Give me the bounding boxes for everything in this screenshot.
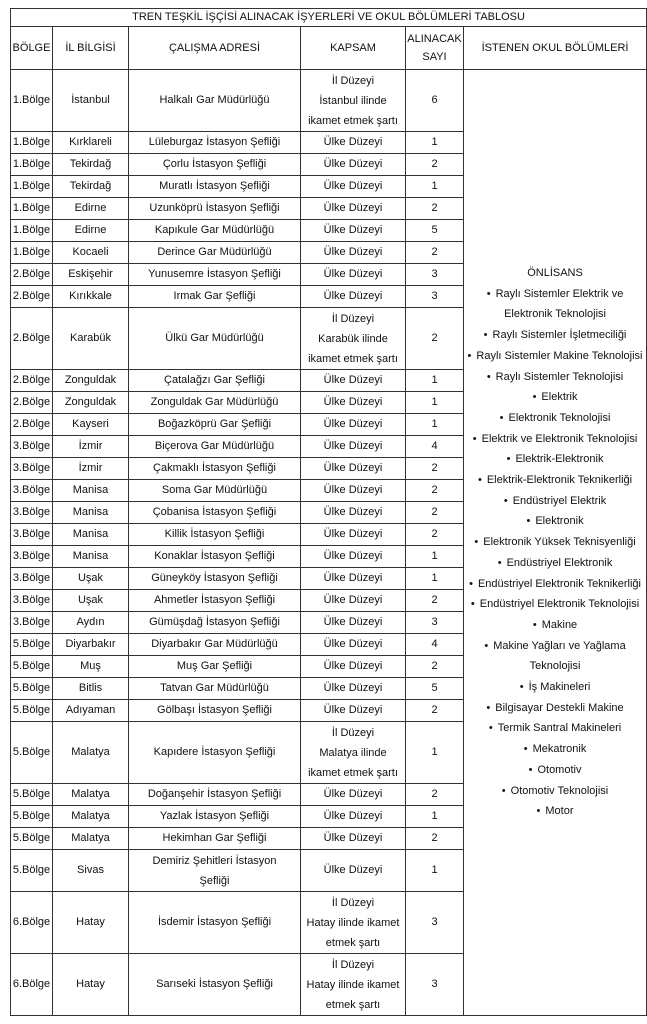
province-cell: Kırıkkale [53, 286, 129, 308]
address-cell-line: Tatvan Gar Müdürlüğü [160, 682, 269, 694]
scope-cell-line: Hatay ilinde ikamet [306, 978, 400, 991]
province-cell: İzmir [53, 458, 129, 480]
header-province: İL BİLGİSİ [53, 27, 129, 70]
address-cell [129, 154, 301, 176]
address-cell [129, 828, 301, 850]
region-cell: 5.Bölge [11, 656, 53, 678]
address-cell-line: Derince Gar Müdürlüğü [157, 246, 272, 258]
count-cell: 2 [406, 458, 464, 480]
scope-cell [301, 828, 406, 850]
region-cell: 2.Bölge [11, 392, 53, 414]
region-cell: 3.Bölge [11, 480, 53, 502]
scope-cell [301, 850, 406, 892]
schools-list [465, 284, 645, 822]
region-cell: 5.Bölge [11, 784, 53, 806]
scope-cell [301, 634, 406, 656]
scope-cell-line: Ülke Düzeyi [323, 616, 383, 628]
school-item: • Elektronik Teknolojisi [465, 408, 645, 429]
scope-cell-line: Ülke Düzeyi [323, 158, 383, 170]
address-cell [129, 70, 301, 132]
address-cell [129, 458, 301, 480]
region-cell: 3.Bölge [11, 612, 53, 634]
count-cell: 2 [406, 502, 464, 524]
region-cell: 5.Bölge [11, 828, 53, 850]
scope-cell-line: Ülke Düzeyi [323, 180, 383, 192]
address-cell [129, 850, 301, 892]
count-cell: 2 [406, 590, 464, 612]
address-cell-line: Soma Gar Müdürlüğü [161, 484, 268, 496]
school-item: • Motor [465, 801, 645, 822]
province-cell: Tekirdağ [53, 154, 129, 176]
address-cell-line: Kapıkule Gar Müdürlüğü [154, 224, 275, 236]
scope-cell-line: Hatay ilinde ikamet [306, 916, 400, 929]
scope-cell-line: Ülke Düzeyi [323, 864, 383, 876]
count-cell: 5 [406, 678, 464, 700]
count-cell: 2 [406, 154, 464, 176]
scope-cell-line: İstanbul ilinde [319, 94, 387, 107]
address-cell-line: Sarıseki İstasyon Şefliği [156, 978, 273, 990]
address-cell [129, 806, 301, 828]
count-cell: 1 [406, 132, 464, 154]
address-cell-line: Lüleburgaz İstasyon Şefliği [148, 136, 281, 148]
address-cell [129, 568, 301, 590]
scope-cell-line: ikamet etmek şartı [308, 114, 398, 127]
address-cell [129, 220, 301, 242]
scope-cell [301, 370, 406, 392]
scope-cell-line: Ülke Düzeyi [323, 788, 383, 800]
region-cell: 2.Bölge [11, 414, 53, 436]
scope-cell-line: Ülke Düzeyi [323, 440, 383, 452]
scope-cell [301, 414, 406, 436]
address-cell-line: Doğanşehir İstasyon Şefliği [147, 788, 282, 800]
address-cell [129, 954, 301, 1016]
address-cell [129, 436, 301, 458]
address-cell-line: Gümüşdağ İstasyon Şefliği [149, 616, 280, 628]
region-cell: 3.Bölge [11, 524, 53, 546]
scope-cell [301, 392, 406, 414]
address-cell [129, 784, 301, 806]
region-cell: 1.Bölge [11, 70, 53, 132]
province-cell: Bitlis [53, 678, 129, 700]
scope-cell [301, 436, 406, 458]
province-cell: Malatya [53, 806, 129, 828]
scope-cell [301, 502, 406, 524]
address-cell [129, 480, 301, 502]
address-cell-line: Halkalı Gar Müdürlüğü [159, 94, 270, 106]
address-cell [129, 392, 301, 414]
school-item: • Elektrik-Elektronik Teknikerliği [465, 470, 645, 491]
header-count: ALINACAK SAYI [406, 27, 464, 70]
address-cell-line: Hekimhan Gar Şefliği [162, 832, 267, 844]
count-cell: 6 [406, 70, 464, 132]
province-cell: Manisa [53, 524, 129, 546]
count-cell: 2 [406, 242, 464, 264]
address-cell [129, 656, 301, 678]
scope-cell [301, 154, 406, 176]
address-cell-line: Demiriz Şehitleri İstasyon [152, 854, 277, 867]
scope-cell [301, 132, 406, 154]
scope-cell [301, 308, 406, 370]
scope-cell-line: Ülke Düzeyi [323, 202, 383, 214]
scope-cell-line: Ülke Düzeyi [323, 290, 383, 302]
workplace-table [10, 8, 647, 1016]
address-cell-line: Yazlak İstasyon Şefliği [159, 810, 270, 822]
school-item: • Raylı Sistemler İşletmeciliği [465, 325, 645, 346]
address-cell [129, 590, 301, 612]
scope-cell-line: İl Düzeyi [331, 896, 375, 909]
school-item: • Elektronik [465, 511, 645, 532]
province-cell: Hatay [53, 954, 129, 1016]
scope-cell-line: Ülke Düzeyi [323, 268, 383, 280]
scope-cell [301, 892, 406, 954]
address-cell-line: Çatalağzı Gar Şefliği [164, 374, 265, 386]
region-cell: 5.Bölge [11, 850, 53, 892]
region-cell: 5.Bölge [11, 678, 53, 700]
province-cell: Kocaeli [53, 242, 129, 264]
address-cell [129, 678, 301, 700]
header-region: BÖLGE [11, 27, 53, 70]
scope-cell [301, 546, 406, 568]
province-cell: Manisa [53, 480, 129, 502]
address-cell [129, 892, 301, 954]
count-cell: 1 [406, 722, 464, 784]
address-cell [129, 176, 301, 198]
region-cell: 1.Bölge [11, 132, 53, 154]
scope-cell [301, 568, 406, 590]
scope-cell [301, 480, 406, 502]
school-item: • Endüstriyel Elektronik Teknikerliği [465, 574, 645, 595]
scope-cell [301, 264, 406, 286]
school-item: • Elektrik-Elektronik [465, 449, 645, 470]
address-cell-line: Zonguldak Gar Müdürlüğü [150, 396, 279, 408]
scope-cell-line: ikamet etmek şartı [308, 766, 398, 779]
province-cell: Kırklareli [53, 132, 129, 154]
count-cell: 4 [406, 436, 464, 458]
header-scope: KAPSAM [301, 27, 406, 70]
address-cell-line: Killik İstasyon Şefliği [164, 528, 265, 540]
address-cell-line: Biçerova Gar Müdürlüğü [154, 440, 275, 452]
province-cell: Diyarbakır [53, 634, 129, 656]
scope-cell [301, 784, 406, 806]
scope-cell [301, 242, 406, 264]
address-cell [129, 370, 301, 392]
province-cell: Zonguldak [53, 392, 129, 414]
address-cell-line: Muş Gar Şefliği [176, 660, 253, 672]
province-cell: Kayseri [53, 414, 129, 436]
count-cell: 2 [406, 308, 464, 370]
address-cell [129, 132, 301, 154]
address-cell-line: Şefliği [199, 874, 230, 887]
count-cell: 2 [406, 784, 464, 806]
province-cell: Hatay [53, 892, 129, 954]
province-cell: Manisa [53, 502, 129, 524]
address-cell-line: Ülkü Gar Müdürlüğü [165, 332, 264, 344]
address-cell-line: Uzunköprü İstasyon Şefliği [149, 202, 280, 214]
region-cell: 1.Bölge [11, 176, 53, 198]
scope-cell-line: Ülke Düzeyi [323, 550, 383, 562]
count-cell: 1 [406, 568, 464, 590]
school-item: • Otomotiv [465, 760, 645, 781]
address-cell [129, 546, 301, 568]
scope-cell [301, 678, 406, 700]
region-cell: 5.Bölge [11, 700, 53, 722]
address-cell [129, 700, 301, 722]
region-cell: 5.Bölge [11, 634, 53, 656]
address-cell-line: Muratlı İstasyon Şefliği [159, 180, 270, 192]
region-cell: 5.Bölge [11, 806, 53, 828]
scope-cell [301, 656, 406, 678]
school-item: • Elektrik [465, 387, 645, 408]
scope-cell-line: Malatya ilinde [319, 746, 387, 759]
header-address: ÇALIŞMA ADRESİ [129, 27, 301, 70]
school-item: • Raylı Sistemler Makine Teknolojisi [465, 346, 645, 367]
scope-cell-line: İl Düzeyi [331, 312, 375, 325]
scope-cell-line: Ülke Düzeyi [323, 832, 383, 844]
count-cell: 3 [406, 612, 464, 634]
count-cell: 2 [406, 700, 464, 722]
address-cell [129, 308, 301, 370]
schools-cell [464, 70, 647, 1016]
count-cell: 2 [406, 656, 464, 678]
count-cell: 3 [406, 264, 464, 286]
scope-cell-line: Ülke Düzeyi [323, 810, 383, 822]
address-cell-line: Çobanisa İstasyon Şefliği [152, 506, 277, 518]
school-item: • Elektronik Yüksek Teknisyenliği [465, 532, 645, 553]
province-cell: Sivas [53, 850, 129, 892]
address-cell [129, 524, 301, 546]
address-cell-line: Ahmetler İstasyon Şefliği [153, 594, 276, 606]
address-cell-line: Çorlu İstasyon Şefliği [162, 158, 267, 170]
address-cell [129, 414, 301, 436]
scope-cell-line: Ülke Düzeyi [323, 704, 383, 716]
scope-cell-line: İl Düzeyi [331, 74, 375, 87]
count-cell: 2 [406, 524, 464, 546]
address-cell-line: Konaklar İstasyon Şefliği [154, 550, 275, 562]
school-item: • İş Makineleri [465, 677, 645, 698]
address-cell-line: Irmak Gar Şefliği [173, 290, 256, 302]
table-row [11, 70, 647, 132]
scope-cell [301, 286, 406, 308]
count-cell: 1 [406, 546, 464, 568]
address-cell [129, 502, 301, 524]
table-title: TREN TEŞKİL İŞÇİSİ ALINACAK İŞYERLERİ VE OKUL BÖLÜMLERİ TABLOSU [11, 9, 647, 27]
school-item: • Elektrik ve Elektronik Teknolojisi [465, 429, 645, 450]
province-cell: Tekirdağ [53, 176, 129, 198]
count-cell: 2 [406, 480, 464, 502]
scope-cell [301, 954, 406, 1016]
province-cell: Malatya [53, 722, 129, 784]
scope-cell-line: Ülke Düzeyi [323, 418, 383, 430]
scope-cell-line: Karabük ilinde [318, 332, 388, 345]
scope-cell-line: Ülke Düzeyi [323, 396, 383, 408]
count-cell: 3 [406, 286, 464, 308]
address-cell-line: Yunusemre İstasyon Şefliği [148, 268, 281, 280]
region-cell: 3.Bölge [11, 502, 53, 524]
address-cell-line: Kapıdere İstasyon Şefliği [153, 746, 276, 758]
scope-cell [301, 220, 406, 242]
school-item: • Endüstriyel Elektrik [465, 491, 645, 512]
province-cell: Uşak [53, 568, 129, 590]
count-cell: 3 [406, 954, 464, 1016]
address-cell [129, 722, 301, 784]
scope-cell [301, 806, 406, 828]
address-cell-line: Güneyköy İstasyon Şefliği [151, 572, 278, 584]
province-cell: Aydın [53, 612, 129, 634]
count-cell: 1 [406, 850, 464, 892]
count-cell: 1 [406, 176, 464, 198]
count-cell: 2 [406, 828, 464, 850]
address-cell [129, 264, 301, 286]
province-cell: Uşak [53, 590, 129, 612]
address-cell-line: Boğazköprü Gar Şefliği [157, 418, 272, 430]
province-cell: Eskişehir [53, 264, 129, 286]
school-item: • Bilgisayar Destekli Makine [465, 698, 645, 719]
count-cell: 2 [406, 198, 464, 220]
region-cell: 1.Bölge [11, 242, 53, 264]
region-cell: 6.Bölge [11, 892, 53, 954]
school-item: • Makine Yağları ve Yağlama Teknolojisi [465, 636, 645, 677]
scope-cell-line: Ülke Düzeyi [323, 462, 383, 474]
region-cell: 3.Bölge [11, 590, 53, 612]
count-cell: 1 [406, 370, 464, 392]
school-item: • Makine [465, 615, 645, 636]
count-cell: 4 [406, 634, 464, 656]
region-cell: 6.Bölge [11, 954, 53, 1016]
scope-cell [301, 722, 406, 784]
scope-cell [301, 176, 406, 198]
table-body [11, 70, 647, 1016]
province-cell: Edirne [53, 198, 129, 220]
scope-cell-line: Ülke Düzeyi [323, 246, 383, 258]
region-cell: 3.Bölge [11, 436, 53, 458]
province-cell: Karabük [53, 308, 129, 370]
scope-cell-line: Ülke Düzeyi [323, 484, 383, 496]
scope-cell-line: etmek şartı [325, 936, 381, 949]
scope-cell-line: Ülke Düzeyi [323, 638, 383, 650]
scope-cell-line: Ülke Düzeyi [323, 594, 383, 606]
count-cell: 1 [406, 392, 464, 414]
scope-cell-line: Ülke Düzeyi [323, 660, 383, 672]
address-cell-line: Diyarbakır Gar Müdürlüğü [151, 638, 278, 650]
address-cell-line: İsdemir İstasyon Şefliği [157, 916, 272, 928]
school-item: • Endüstriyel Elektronik [465, 553, 645, 574]
header-row [11, 27, 647, 70]
address-cell-line: Gölbaşı İstasyon Şefliği [157, 704, 272, 716]
scope-cell [301, 524, 406, 546]
region-cell: 1.Bölge [11, 220, 53, 242]
school-item: • Raylı Sistemler Elektrik ve Elektronik Teknolojisi [465, 284, 645, 325]
region-cell: 3.Bölge [11, 568, 53, 590]
region-cell: 2.Bölge [11, 264, 53, 286]
header-schools: İSTENEN OKUL BÖLÜMLERİ [464, 27, 647, 70]
count-cell: 3 [406, 892, 464, 954]
province-cell: Manisa [53, 546, 129, 568]
scope-cell [301, 590, 406, 612]
school-item: • Mekatronik [465, 739, 645, 760]
school-item: • Otomotiv Teknolojisi [465, 781, 645, 802]
school-item: • Termik Santral Makineleri [465, 718, 645, 739]
address-cell [129, 242, 301, 264]
scope-cell-line: İl Düzeyi [331, 726, 375, 739]
province-cell: İstanbul [53, 70, 129, 132]
count-cell: 1 [406, 414, 464, 436]
region-cell: 1.Bölge [11, 198, 53, 220]
scope-cell [301, 70, 406, 132]
schools-level: ÖNLİSANS [527, 267, 583, 279]
province-cell: Malatya [53, 784, 129, 806]
region-cell: 2.Bölge [11, 370, 53, 392]
scope-cell-line: etmek şartı [325, 998, 381, 1011]
scope-cell-line: ikamet etmek şartı [308, 352, 398, 365]
province-cell: Muş [53, 656, 129, 678]
region-cell: 5.Bölge [11, 722, 53, 784]
province-cell: Edirne [53, 220, 129, 242]
region-cell: 2.Bölge [11, 286, 53, 308]
school-item: • Raylı Sistemler Teknolojisi [465, 367, 645, 388]
scope-cell [301, 198, 406, 220]
address-cell [129, 286, 301, 308]
scope-cell-line: Ülke Düzeyi [323, 572, 383, 584]
scope-cell [301, 458, 406, 480]
province-cell: Zonguldak [53, 370, 129, 392]
scope-cell-line: Ülke Düzeyi [323, 506, 383, 518]
province-cell: Adıyaman [53, 700, 129, 722]
region-cell: 3.Bölge [11, 458, 53, 480]
region-cell: 3.Bölge [11, 546, 53, 568]
scope-cell-line: Ülke Düzeyi [323, 374, 383, 386]
scope-cell [301, 612, 406, 634]
count-cell: 5 [406, 220, 464, 242]
province-cell: İzmir [53, 436, 129, 458]
scope-cell-line: Ülke Düzeyi [323, 528, 383, 540]
region-cell: 2.Bölge [11, 308, 53, 370]
count-cell: 1 [406, 806, 464, 828]
school-item: • Endüstriyel Elektronik Teknolojisi [465, 594, 645, 615]
address-cell [129, 634, 301, 656]
scope-cell-line: Ülke Düzeyi [323, 682, 383, 694]
address-cell-line: Çakmaklı İstasyon Şefliği [153, 462, 276, 474]
scope-cell-line: Ülke Düzeyi [323, 136, 383, 148]
scope-cell [301, 700, 406, 722]
scope-cell-line: İl Düzeyi [331, 958, 375, 971]
province-cell: Malatya [53, 828, 129, 850]
address-cell [129, 198, 301, 220]
region-cell: 1.Bölge [11, 154, 53, 176]
address-cell [129, 612, 301, 634]
scope-cell-line: Ülke Düzeyi [323, 224, 383, 236]
